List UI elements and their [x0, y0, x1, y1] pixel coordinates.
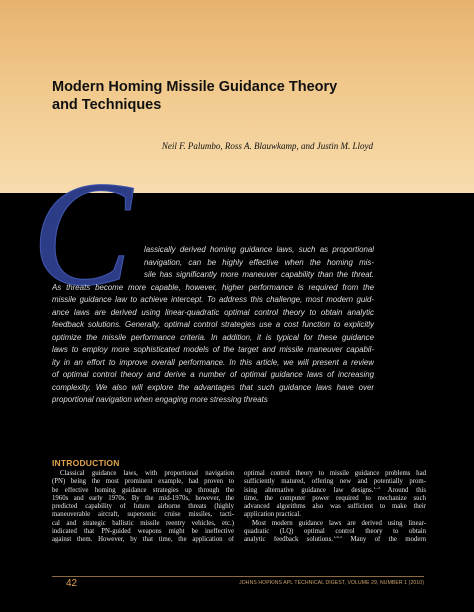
article-title	[52, 78, 382, 114]
body-text: Many of the modern	[342, 536, 426, 544]
body-line: maneuverable aircraft, supersonic cruise missiles, tacti-	[52, 511, 234, 519]
abstract-line: laws to employ more sophisticated models of the target and missile maneuver capabil-	[52, 345, 374, 354]
abstract-line: ance laws are derived using linear-quadratic optimal control theory to obtain analytic	[52, 307, 374, 317]
abstract-line: navigation, can be highly effective when the homing mis-	[144, 257, 374, 267]
body-column-right	[244, 470, 426, 545]
abstract-line: missile guidance law to achieve intercept. To address this challenge, most modern guid-	[52, 295, 374, 304]
body-text: Around this	[380, 486, 426, 494]
body-line	[244, 487, 426, 495]
abstract-line: lassically derived homing guidance laws, such as proportional	[144, 245, 374, 254]
footer-rule	[52, 576, 424, 577]
abstract	[52, 244, 374, 407]
page-number: 42	[66, 578, 78, 589]
title-line-1: Modern Homing Missile Guidance Theory	[52, 79, 338, 95]
body-line: 1960s and early 1970s. By the mid-1970s, however, the	[52, 494, 234, 502]
abstract-line: ity in an effort to improve overall performance. In this article, we will present a review	[52, 357, 374, 367]
abstract-line: complexity. We also will explore the advantages that such guidance laws have over	[52, 382, 374, 392]
body-line: Classical guidance laws, with proportional navigation	[60, 470, 234, 477]
body-line: (PN) being the most prominent example, had proven to	[52, 478, 234, 486]
body-line	[244, 536, 426, 544]
body-line: advanced algorithms also was sufficient to make their	[244, 503, 426, 511]
body-line: cal and strategic ballistic missile reentry vehicles, etc.)	[52, 519, 234, 527]
journal-citation: JOHNS HOPKINS APL TECHNICAL DIGEST, VOLUME 29, NUMBER 1 (2010)	[239, 580, 424, 586]
body-text: analytic feedback solutions.	[244, 536, 333, 544]
body-line: predicted capability of future airborne threats (highly	[52, 503, 234, 511]
abstract-line: sile has significantly more maneuver capability than the threat.	[144, 270, 374, 279]
citation-ref: 1,4,5	[332, 536, 343, 540]
abstract-line: feedback solutions. Generally, optimal control strategies use a cost function to explicitly	[52, 320, 374, 329]
body-line: indicated that PN-guided weapons might be ineffective	[52, 528, 234, 536]
body-line: sufficiently matured, offering new and potentially prom-	[244, 478, 426, 486]
body-line: time, the computer power required to mechanize such	[244, 494, 426, 502]
abstract-line: As threats become more capable, however, higher performance is required from the	[52, 282, 374, 292]
body-line: application practical.	[244, 511, 301, 519]
body-line: quadratic (LQ) optimal control theory to obtain	[244, 528, 426, 536]
section-heading: INTRODUCTION	[52, 458, 120, 468]
citation-ref: 1–3	[373, 486, 381, 490]
body-text: ising alternative guidance law designs.	[244, 486, 374, 494]
body-column-left	[52, 470, 234, 545]
body-line: be effective homing guidance strategies up through the	[52, 486, 234, 494]
body-line: Most modern guidance laws are derived using linear-	[252, 519, 426, 527]
body-line: optimal control theory to missile guidance problems had	[244, 470, 426, 477]
abstract-line: optimize the missile performance criteria. In addition, it is typical for these guidance	[52, 332, 374, 342]
abstract-line: of optimal control theory and derive a number of optimal guidance laws of increasing	[52, 370, 374, 379]
authors: Neil F. Palumbo, Ross A. Blauwkamp, and Justin M. Lloyd	[161, 141, 373, 151]
abstract-line: proportional navigation when engaging more stressing threats	[52, 395, 268, 404]
title-line-2: and Techniques	[52, 97, 162, 113]
body-line: against them. However, by that time, the application of	[52, 536, 234, 544]
dropcap-letter: C	[32, 170, 133, 290]
